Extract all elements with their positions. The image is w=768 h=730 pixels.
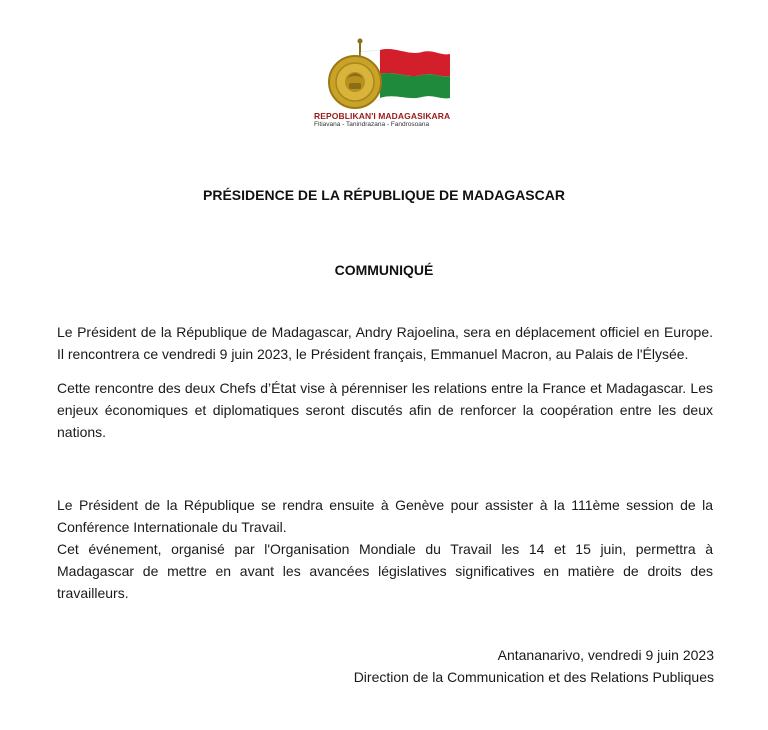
signature-place-date: Antananarivo, vendredi 9 juin 2023 xyxy=(497,647,714,663)
signature-office: Direction de la Communication et des Relations Publiques xyxy=(353,669,714,685)
emblem-seal-icon xyxy=(300,38,470,113)
emblem xyxy=(300,38,470,138)
emblem-motto: Fitiavana - Tanindrazana - Fandrosoana xyxy=(314,121,430,128)
paragraph-1: Le Président de la République de Madagascar, Andry Rajoelina, sera en déplacement officiel en Europe. Il rencontrera ce vendredi 9 juin 2023, le Président français, Emmanuel Macron, au Palais de l'Élysée. xyxy=(57,324,713,362)
paragraph-3: Le Président de la République se rendra ensuite à Genève pour assister à la 111ème session de la Conférence Internationale du Travail. xyxy=(57,497,713,535)
paragraph-2: Cette rencontre des deux Chefs d’État vise à pérenniser les relations entre la France et Madagascar. Les enjeux économiques et diplomatiques seront discutés afin de renforcer la coopération entre les deux nations. xyxy=(57,380,713,440)
document-type-title: COMMUNIQUÉ xyxy=(334,262,434,278)
paragraph-4: Cet événement, organisé par l'Organisation Mondiale du Travail les 14 et 15 juin, permettra à Madagascar de mettre en avant les avancées législatives significatives en matière de droits des travailleurs. xyxy=(57,541,713,601)
emblem-name: REPOBLIKAN'I MADAGASIKARA xyxy=(314,111,451,121)
institution-title: PRÉSIDENCE DE LA RÉPUBLIQUE DE MADAGASCAR xyxy=(203,187,565,203)
